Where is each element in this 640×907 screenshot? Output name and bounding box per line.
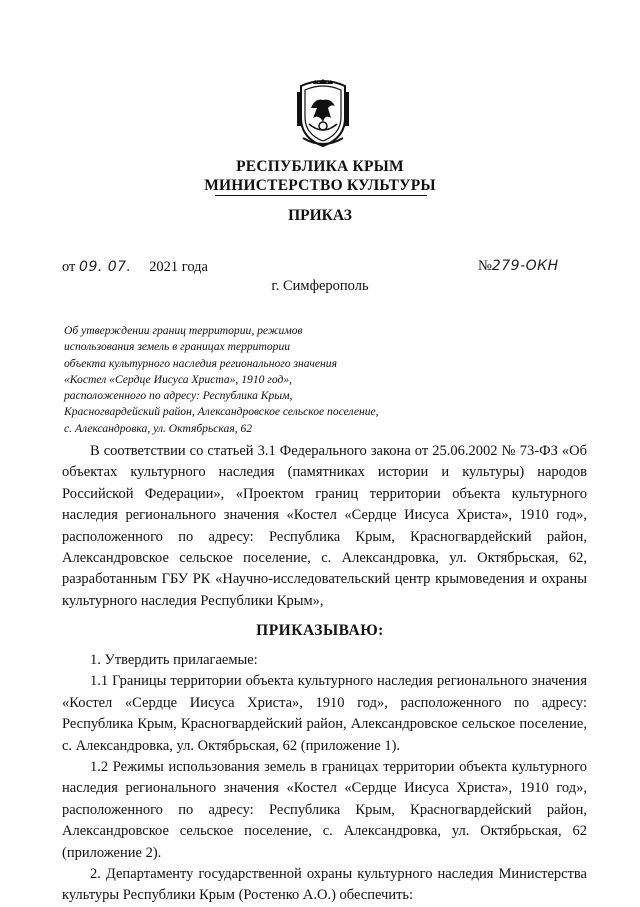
subject-line: объекта культурного наследия регионального значения [64,356,337,370]
header-rule [215,195,427,196]
item-1: 1. Утвердить прилагаемые: [90,652,258,668]
preamble-block [62,441,587,612]
item-2: 2. Департаменту государственной охраны культурного наследия Министерства культуры Республики Крым (Ростенко А.О.) обеспечить: [62,866,587,904]
subject-line: с. Александровка, ул. Октябрьская, 62 [64,421,253,435]
order-items [62,650,587,907]
subject-block [64,323,444,437]
city: г. Симферополь [271,278,369,294]
number-prefix: № [478,258,492,274]
preamble-paragraph: В соответствии со статьей 3.1 Федерального закона от 25.06.2002 № 73-ФЗ «Об объектах культурного наследия (памятниках истории и культуры) народов Российской Федерации», «Проектом границ территории объекта культурного наследия регионального значения «Костел «Сердце Иисуса Христа», 1910 год», расположенного по адресу: Республика Крым, Красногвардейский район, Александровское сельское поселение, с. Александровка, ул. Октябрьская, 62, разработанным ГБУ РК «Научно-исследовательский центр крымоведения и охраны культурного наследия Республики Крым», [62,443,587,609]
date-year: 2021 года [149,259,208,275]
item-1-1: 1.1 Границы территории объекта культурного наследия регионального значения «Костел «Сердце Иисуса Христа», 1910 год», расположенного по адресу: Республика Крым, Красногвардейский район, Александровское сельское поселение, с. Александровка, ул. Октябрьская, 62 (приложение 1). [62,673,587,754]
subject-line: Красногвардейский район, Александровское сельское поселение, [64,405,379,419]
date-line [62,259,208,276]
order-number [478,258,559,275]
ministry-title: МИНИСТЕРСТВО КУЛЬТУРЫ [204,177,436,194]
subject-line: расположенного по адресу: Республика Крым, [64,389,293,403]
number-handwritten: 279-ОКН [491,258,559,274]
coat-of-arms-emblem [295,78,351,148]
document-type: ПРИКАЗ [288,207,352,224]
subject-line: Об утверждении границ территории, режимов [64,324,303,337]
date-handwritten: 09. 07. [79,259,132,275]
item-1-2: 1.2 Режимы использования земель в границах территории объекта культурного наследия регионального значения «Костел «Сердце Иисуса Христа», 1910 год», расположенного по адресу: Республика Крым, Красногвардейский район, Александровское сельское поселение, с. Александровка, ул. Октябрьская, 62 (приложение 2). [62,759,587,861]
subject-line: «Костел «Сердце Иисуса Христа», 1910 год», [64,372,293,386]
subject-line: использования земель в границах территории [64,340,291,354]
date-prefix: от [62,259,76,275]
order-heading: ПРИКАЗЫВАЮ: [256,622,384,639]
republic-title: РЕСПУБЛИКА КРЫМ [236,158,404,175]
